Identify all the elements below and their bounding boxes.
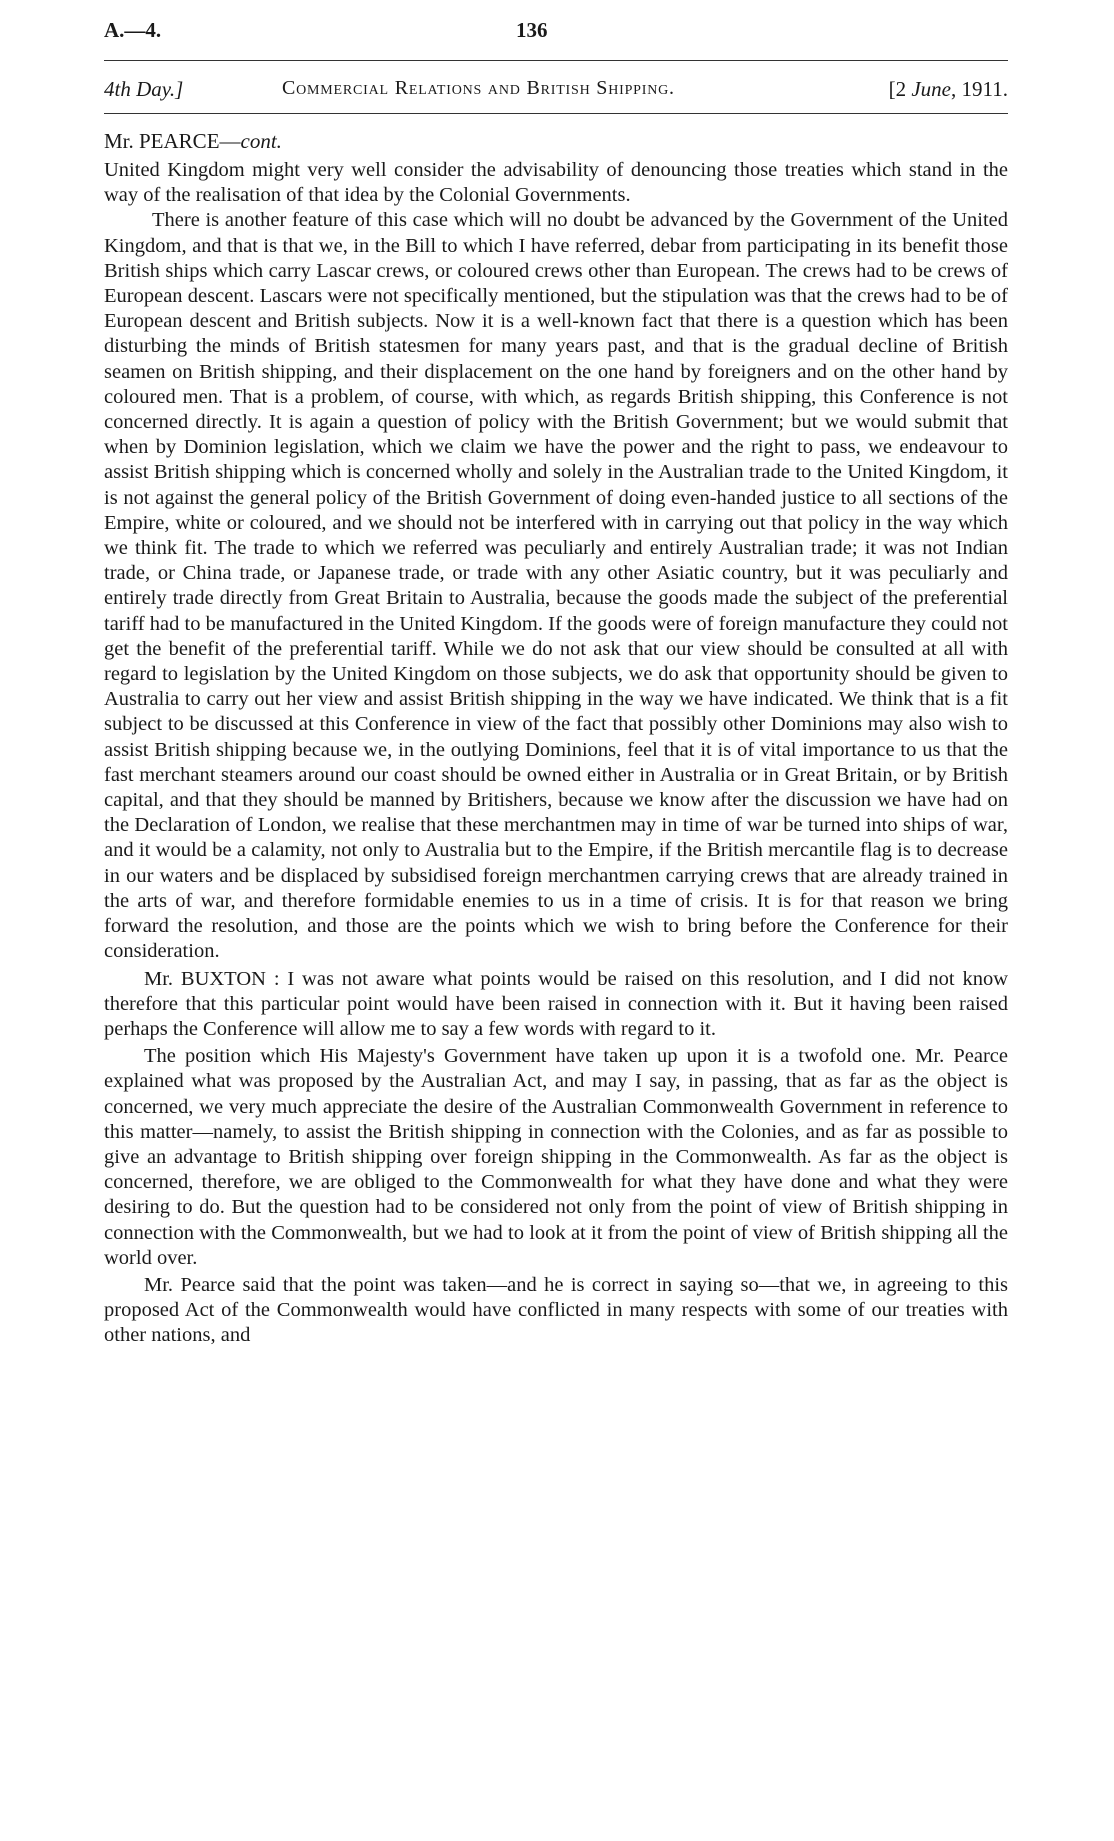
running-head-rule [104,113,1008,114]
page-number: 136 [516,18,548,42]
date-month: June [911,77,952,101]
paragraph-buxton-speech [104,967,1008,1043]
paragraph-pearce-point: Mr. Pearce said that the point was taken—and he is correct in saying so—that we, in agreeing to this proposed Act of the Commonwealth would have conflicted in many respects with some of our treaties with other nations, and [104,1273,1008,1347]
speaker-cont: cont. [240,129,282,153]
body-text [104,158,1008,1349]
running-head [104,71,1008,113]
date-prefix: [2 [888,77,912,101]
paragraph-continuation: United Kingdom might very well consider the advisability of denouncing those treaties which stand in the way of the realisation of that idea by the Colonial Governments. [104,159,1008,207]
running-head-title: Commercial Relations and British Shipping. [282,77,675,99]
document-reference: A.—4. [104,18,162,42]
buxton-speech-text: : I was not aware what points would be raised on this resolution, and I did not know therefore that this particular point would have been raised in connection with it. But it having been raised perhaps the Conference will allow me to say a few words with regard to it. [104,967,1008,1040]
document-page [104,18,1008,1349]
paragraph-lascar-crews: There is another feature of this case which will no doubt be advanced by the Government of the United Kingdom, and that is that we, in the Bill to which I have referred, debar from participating in its benefit those British ships which carry Lascar crews, or coloured crews other than European. The crews had to be crews of European descent. Lascars were not specifically mentioned, but the stipulation was that the crews had to be of European descent and British subjects. Now it is a well-known fact that there is a question which has been disturbing the minds of British statesmen for many years past, and that is the gradual decline of British seamen on British shipping, and their displacement on the one hand by foreigners and on the other hand by coloured men. That is a problem, of course, with which, as regards British shipping, this Conference is not concerned directly. It is again a question of policy with the British Government; but we would submit that when by Dominion legislation, which we claim we have the power and the right to pass, we endeavour to assist British shipping which is concerned wholly and solely in the Australian trade to the United Kingdom, it is not against the general policy of the British Government of doing even-handed justice to all sections of the Empire, white or coloured, and we should not be interfered with in carrying out that policy in the way which we think fit. The trade to which we referred was peculiarly and entirely Australian trade; it was not Indian trade, or China trade, or Japanese trade, or trade with any other Asiatic country, but it was peculiarly and entirely trade directly from Great Britain to Australia, because the goods made the subject of the preferential tariff had to be manufactured in the United Kingdom. If the goods were of foreign manufacture they could not get the benefit of the preferential tariff. While we do not ask that our view should be consulted at all with regard to legislation by the United Kingdom on those subjects, we do ask that opportunity should be given to Australia to carry out her view and assist British shipping in the way we have indicated. We think that is a fit subject to be discussed at this Conference in view of the fact that possibly other Dominions may also wish to assist British shipping because we, in the outlying Dominions, feel that it is of vital importance to us that the fast merchant steamers around our coast should be owned either in Australia or in Great Britain, or by British capital, and that they should be manned by Britishers, because we know after the discussion we have had on the Declaration of London, we realise that these merchantmen may in time of war be turned into ships of war, and it would be a calamity, not only to Australia but to the Empire, if the British mercantile flag is to decrease in our waters and be displaced by subsidised foreign merchantmen carrying crews that are already trained in the arts of war, and therefore formidable enemies to us in a time of crisis. It is for that reason we bring forward the resolution, and those are the points which we wish to bring before the Conference for their consideration. [104,209,1008,963]
page-header [104,18,1008,52]
date-suffix: , 1911. [951,77,1008,101]
speaker-buxton: Mr. BUXTON [144,967,266,990]
running-head-date [889,77,1008,102]
running-head-day: 4th Day.] [104,77,184,101]
paragraph-government-position: The position which His Majesty's Government have taken up upon it is a twofold one. Mr. Pearce explained what was proposed by the Australian Act, and may I say, in passing, that as far as the object is concerned, we very much appreciate the desire of the Australian Commonwealth Government in reference to this matter—namely, to assist the British shipping in connection with the Colonies, and as far as possible to give an advantage to British shipping over foreign shipping in the Commonwealth. As far as the object is concerned, therefore, we are obliged to the Commonwealth for what they have done and what they were desiring to do. But the question had to be considered not only from the point of view of British shipping in connection with the Commonwealth, but we had to look at it from the point of view of British shipping all the world over. [104,1045,1008,1269]
speaker-heading [104,128,1008,158]
speaker-name: Mr. PEARCE— [104,129,241,153]
header-rule [104,60,1008,61]
